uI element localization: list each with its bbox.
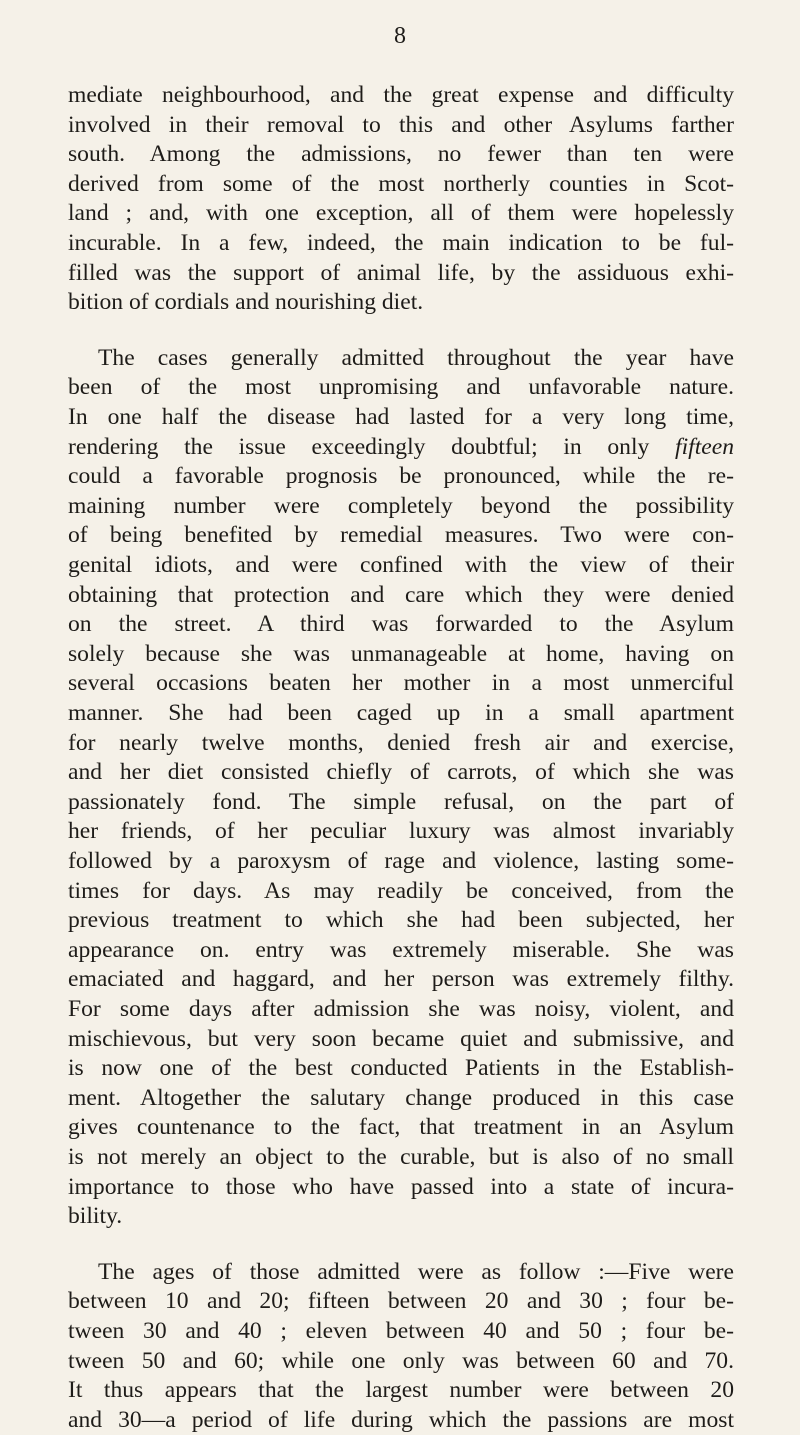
text-line: of being benefited by remedial measures. Two were con- xyxy=(68,522,734,549)
text-line: on the street. A third was forwarded to the Asylum xyxy=(68,611,734,638)
text-line: For some days after admission she was noisy, violent, and xyxy=(68,996,734,1022)
text-line: mediate neighbourhood, and the great expense and difficulty xyxy=(68,82,734,108)
text-line: tween 30 and 40 ; eleven between 40 and 50 ; four be- xyxy=(68,1318,734,1344)
text-line: importance to those who have passed into a state of incura- xyxy=(68,1173,734,1200)
text-line: could a favorable prognosis be pronounced, while the re- xyxy=(68,463,734,490)
text-line: bition of cordials and nourishing diet. xyxy=(68,289,424,316)
text-line: and 30—a period of life during which the passions are most xyxy=(68,1406,734,1433)
text-line: times for days. As may readily be conceived, from the xyxy=(68,877,734,904)
text-line: is not merely an object to the curable, but is also of no small xyxy=(68,1144,734,1170)
text-line: between 10 and 20; fifteen between 20 and 30 ; four be- xyxy=(68,1288,734,1315)
text-line: gives countenance to the fact, that treatment in an Asylum xyxy=(68,1114,734,1141)
text-line: is now one of the best conducted Patients in the Establish- xyxy=(68,1055,734,1082)
text-line: previous treatment to which she had been subjected, her xyxy=(68,907,734,934)
text-line: her friends, of her peculiar luxury was almost invariably xyxy=(68,818,734,845)
text-line: several occasions beaten her mother in a most unmerciful xyxy=(68,670,734,697)
text-line: and her diet consisted chiefly of carrots, of which she was xyxy=(68,759,734,786)
page-number: 8 xyxy=(394,23,406,49)
text-line: appearance on. entry was extremely miserable. She was xyxy=(68,936,734,963)
text-line: land ; and, with one exception, all of them were hopelessly xyxy=(68,200,734,227)
text-line: passionately fond. The simple refusal, on the part of xyxy=(68,788,734,815)
italic-emphasis: fifteen xyxy=(675,433,735,460)
text-line: filled was the support of animal life, by the assiduous exhi- xyxy=(68,259,734,286)
text-line: bility. xyxy=(68,1203,123,1230)
text-line: for nearly twelve months, denied fresh air and exercise, xyxy=(68,729,734,756)
text-line: The cases generally admitted throughout the year have xyxy=(98,344,734,371)
text-line: In one half the disease had lasted for a very long time, xyxy=(68,404,734,430)
text-line: followed by a paroxysm of rage and violence, lasting some- xyxy=(68,848,734,874)
text-line: maining number were completely beyond the possibility xyxy=(68,492,734,519)
text-line: tween 50 and 60; while one only was between 60 and 70. xyxy=(68,1347,734,1374)
text-line: manner. She had been caged up in a small apartment xyxy=(68,700,734,726)
text-line: south. Among the admissions, no fewer than ten were xyxy=(68,141,734,168)
text-line: incurable. In a few, indeed, the main indication to be ful- xyxy=(68,230,734,256)
text-segment: rendering the issue exceedingly doubtful; in only xyxy=(68,433,650,460)
text-line-with-emphasis xyxy=(68,432,734,462)
text-line: ment. Altogether the salutary change produced in this case xyxy=(68,1084,734,1111)
text-line: obtaining that protection and care which they were denied xyxy=(68,581,734,608)
text-line: emaciated and haggard, and her person was extremely filthy. xyxy=(68,966,734,993)
text-line: involved in their removal to this and other Asylums farther xyxy=(68,111,734,138)
text-line: mischievous, but very soon became quiet and submissive, and xyxy=(68,1025,734,1052)
text-line: solely because she was unmanageable at home, having on xyxy=(68,640,734,667)
text-line: derived from some of the most northerly counties in Scot- xyxy=(68,170,734,197)
text-line: It thus appears that the largest number were between 20 xyxy=(68,1377,734,1404)
text-line: been of the most unpromising and unfavorable nature. xyxy=(68,374,734,401)
text-line: genital idiots, and were confined with the view of their xyxy=(68,552,734,578)
text-line: The ages of those admitted were as follow :—Five were xyxy=(98,1258,734,1285)
